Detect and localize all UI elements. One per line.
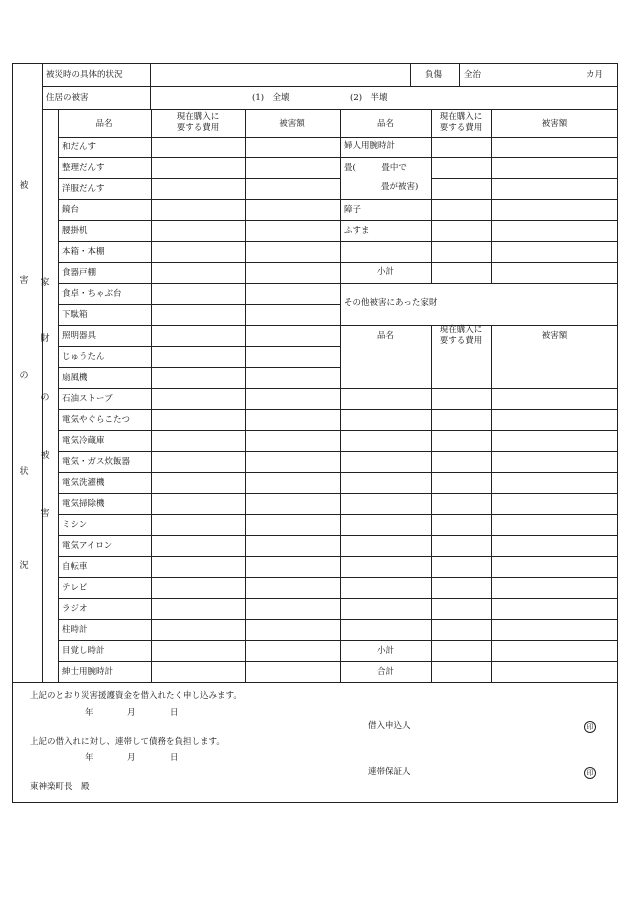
col-header-cost-right-2b: 要する費用 (439, 336, 483, 346)
v-rule (491, 109, 492, 283)
col-header-item-right: 品名 (376, 119, 394, 129)
left-row-rule (58, 493, 340, 494)
left-item-label: 電気アイロン (62, 540, 113, 551)
left-item-label: 電気掃除機 (62, 498, 105, 509)
left-row-rule (58, 157, 340, 158)
v-rule (340, 109, 341, 682)
left-row-rule (58, 640, 340, 641)
v-rule (245, 109, 246, 682)
left-row-rule (58, 598, 340, 599)
right-row-rule (340, 535, 618, 536)
left-item-label: ミシン (62, 519, 88, 530)
left-row-rule (58, 367, 340, 368)
right-row-rule (340, 430, 618, 431)
left-item-label: 紳士用腕時計 (62, 666, 114, 677)
right-row-rule (340, 577, 618, 578)
right-row-rule (340, 514, 618, 515)
right-row-rule (340, 556, 618, 557)
date-year-2: 年 (85, 753, 94, 763)
guarantor-label: 連帯保証人 (368, 767, 411, 777)
right-row-rule (340, 199, 618, 200)
left-item-label: 照明器具 (62, 330, 97, 341)
h-rule (58, 137, 618, 138)
date-month-1: 月 (127, 708, 136, 718)
left-row-rule (58, 409, 340, 410)
other-items-label: その他被害にあった家財 (344, 298, 438, 308)
left-row-rule (58, 577, 340, 578)
left-item-label: ラジオ (62, 603, 88, 614)
header-bottom-rule (42, 109, 618, 110)
left-row-rule (58, 619, 340, 620)
left-item-label: 洋服だんす (62, 183, 105, 194)
subtotal-label-1: 小計 (376, 267, 394, 277)
side-char-6: 況 (19, 561, 29, 571)
right-row-rule (340, 157, 618, 158)
v-rule (410, 63, 411, 86)
left-row-rule (58, 472, 340, 473)
applicant-label: 借入申込人 (368, 721, 411, 731)
inner-char-4: 被 (40, 451, 50, 461)
right-row-rule (340, 262, 618, 263)
right-row-rule (340, 472, 618, 473)
guarantor-seal: 印 (584, 767, 596, 779)
left-row-rule (58, 535, 340, 536)
col-header-item-left: 品名 (95, 119, 113, 129)
col-header-damage-left: 被害額 (279, 119, 305, 129)
col-header-cost-left-2: 要する費用 (176, 123, 220, 133)
inner-side-divider (58, 109, 59, 682)
left-row-rule (58, 304, 340, 305)
right-item-watch: 婦人用腕時計 (344, 141, 396, 151)
months-label: カ月 (586, 70, 604, 80)
side-char-4: の (19, 371, 29, 381)
inner-char-1: 家 (40, 278, 50, 288)
left-item-label: 電気冷蔵庫 (62, 435, 105, 446)
side-char-5: 状 (19, 467, 29, 477)
side-char-1: 被 (19, 181, 29, 191)
date-day-2: 日 (170, 753, 179, 763)
full-recovery-label: 全治 (464, 70, 482, 80)
left-item-label: 電気洗濯機 (62, 477, 105, 488)
left-item-label: 石油ストーブ (62, 393, 113, 404)
mayor-addressee: 東神楽町長 殿 (30, 782, 90, 792)
left-item-label: 柱時計 (62, 624, 88, 635)
left-row-rule (58, 514, 340, 515)
right-row-rule (340, 493, 618, 494)
left-row-rule (58, 430, 340, 431)
v-rule (491, 325, 492, 682)
disaster-situation-label: 被災時の具体的状況 (46, 70, 123, 80)
col-header-cost-right-1: 現在購入に (439, 112, 483, 122)
right-row-rule (340, 451, 618, 452)
total-label: 合計 (376, 667, 394, 677)
v-rule (150, 63, 151, 109)
application-statement: 上記のとおり災害援護資金を借入れたく申し込みます。 (30, 691, 242, 701)
col-header-cost-right-2a: 現在購入に (439, 325, 483, 335)
right-row-rule (340, 409, 618, 410)
left-row-rule (58, 325, 340, 326)
left-row-rule (58, 241, 340, 242)
left-item-label: 電気・ガス炊飯器 (62, 456, 131, 467)
left-item-label: テレビ (62, 582, 88, 593)
v-rule (431, 325, 432, 682)
side-divider (42, 63, 43, 682)
left-row-rule (58, 199, 340, 200)
date-year-1: 年 (85, 708, 94, 718)
table-bottom-rule (12, 682, 618, 683)
inner-char-5: 害 (40, 509, 50, 519)
right-row-rule (340, 220, 618, 221)
right-row-rule (340, 388, 618, 389)
left-row-rule (58, 283, 340, 284)
col-header-damage-right: 被害額 (541, 119, 568, 129)
house-damage-label: 住居の被害 (46, 93, 89, 103)
left-item-label: 本箱・本棚 (62, 246, 105, 257)
v-rule (459, 63, 460, 86)
applicant-seal: 印 (584, 721, 596, 733)
col-header-item-right-2: 品名 (376, 331, 394, 341)
date-day-1: 日 (170, 708, 179, 718)
left-row-rule (58, 346, 340, 347)
left-item-label: 目覚し時計 (62, 645, 105, 656)
right-item-shoji: 障子 (344, 205, 362, 215)
left-item-label: 電気やぐらこたつ (62, 414, 131, 425)
right-row-rule (340, 640, 618, 641)
left-item-label: 鏡台 (62, 204, 80, 215)
right-item-tatami-2: 畳が被害) (381, 182, 419, 192)
left-item-label: 食卓・ちゃぶ台 (62, 288, 122, 299)
left-item-label: 腰掛机 (62, 225, 88, 236)
left-item-label: 自転車 (62, 561, 88, 572)
right-row-rule (340, 598, 618, 599)
v-rule (151, 109, 152, 682)
right-row-rule (340, 283, 618, 284)
left-item-label: 和だんす (62, 142, 97, 152)
col-header-cost-right-2: 要する費用 (439, 123, 483, 133)
injury-label: 負傷 (425, 70, 443, 80)
left-row-rule (58, 556, 340, 557)
date-month-2: 月 (127, 753, 136, 763)
side-char-3: 財 (40, 334, 50, 344)
left-row-rule (58, 661, 340, 662)
left-item-label: じゅうたん (62, 351, 105, 362)
right-row-rule (340, 619, 618, 620)
h-rule (42, 86, 618, 87)
inner-char-3: の (40, 393, 50, 403)
side-char-2: 害 (19, 276, 29, 286)
right-row-rule (340, 241, 618, 242)
col-header-damage-right-2: 被害額 (541, 331, 568, 341)
left-row-rule (58, 262, 340, 263)
left-item-label: 扇風機 (62, 372, 88, 383)
left-item-label: 下駄箱 (62, 309, 88, 320)
right-item-tatami-1: 畳( 畳中で (344, 163, 407, 173)
left-item-label: 食器戸棚 (62, 267, 97, 278)
left-row-rule (58, 178, 340, 179)
subtotal-label-2: 小計 (376, 646, 394, 656)
left-row-rule (58, 388, 340, 389)
option-total-collapse: (1) 全壊 (252, 93, 290, 103)
right-row-rule (431, 178, 618, 179)
right-row-rule (340, 661, 618, 662)
left-row-rule (58, 220, 340, 221)
guarantor-statement: 上記の借入れに対し、連帯して債務を負担します。 (30, 737, 225, 747)
v-rule (431, 109, 432, 283)
right-item-fusuma: ふすま (344, 226, 370, 236)
option-half-collapse: (2) 半壊 (350, 93, 388, 103)
left-row-rule (58, 451, 340, 452)
left-item-label: 整理だんす (62, 162, 105, 173)
col-header-cost-left-1: 現在購入に (176, 112, 220, 122)
